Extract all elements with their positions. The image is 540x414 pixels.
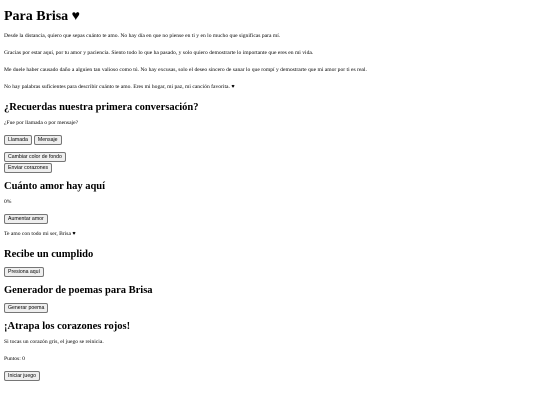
love-percent: 0%	[4, 199, 12, 205]
game-score: Puntos: 0	[4, 356, 25, 362]
love-signature: Te amo con todo mi ser, Brisa ♥	[4, 231, 76, 237]
conversation-section	[4, 101, 536, 173]
generate-poem-button[interactable]: Generar poema	[4, 303, 48, 313]
intro-paragraph-3: Me duele haber causado daño a alguien tan valioso como tú. No hay excusas, solo el deseo sincero de sanar lo que rompí y demostrarte que mi amor por ti es real.	[4, 67, 367, 73]
compliment-buttons	[4, 267, 536, 277]
message-button[interactable]: Mensaje	[34, 135, 62, 145]
increase-love-button[interactable]: Aumentar amor	[4, 214, 48, 224]
answer-buttons	[4, 135, 536, 145]
conversation-heading: ¿Recuerdas nuestra primera conversación?	[4, 102, 199, 113]
love-buttons	[4, 214, 536, 224]
compliment-button[interactable]: Presiona aquí	[4, 267, 44, 277]
intro-paragraph-1: Desde la distancia, quiero que sepas cuánto te amo. No hay día en que no piense en ti y en lo mucho que significas para mí.	[4, 33, 281, 39]
call-button[interactable]: Llamada	[4, 135, 32, 145]
game-section	[4, 320, 536, 381]
poem-buttons	[4, 303, 536, 313]
love-heading: Cuánto amor hay aquí	[4, 181, 106, 192]
send-hearts-button[interactable]: Enviar corazones	[4, 163, 52, 173]
conversation-question: ¿Fue por llamada o por mensaje?	[4, 120, 79, 126]
love-section	[4, 180, 536, 238]
game-rule: Si tocas un corazón gris, el juego se reinicia.	[4, 339, 104, 345]
change-background-button[interactable]: Cambiar color de fondo	[4, 152, 66, 162]
extra-buttons	[4, 152, 536, 173]
intro-paragraph-4: No hay palabras suficientes para describir cuánto te amo. Eres mi hogar, mi paz, mi canción favorita. ♥	[4, 84, 235, 90]
poem-section	[4, 284, 536, 313]
compliment-section	[4, 248, 536, 277]
intro-paragraph-2: Gracias por estar aquí, por tu amor y paciencia. Siento todo lo que ha pasado, y solo quiero demostrarte lo importante que eres en mi vida.	[4, 50, 314, 56]
poem-heading: Generador de poemas para Brisa	[4, 285, 153, 296]
page-title: Para Brisa ♥	[4, 9, 80, 24]
start-game-button[interactable]: Iniciar juego	[4, 371, 40, 381]
compliment-heading: Recibe un cumplido	[4, 249, 94, 260]
game-heading: ¡Atrapa los corazones rojos!	[4, 321, 131, 332]
game-buttons	[4, 371, 536, 381]
